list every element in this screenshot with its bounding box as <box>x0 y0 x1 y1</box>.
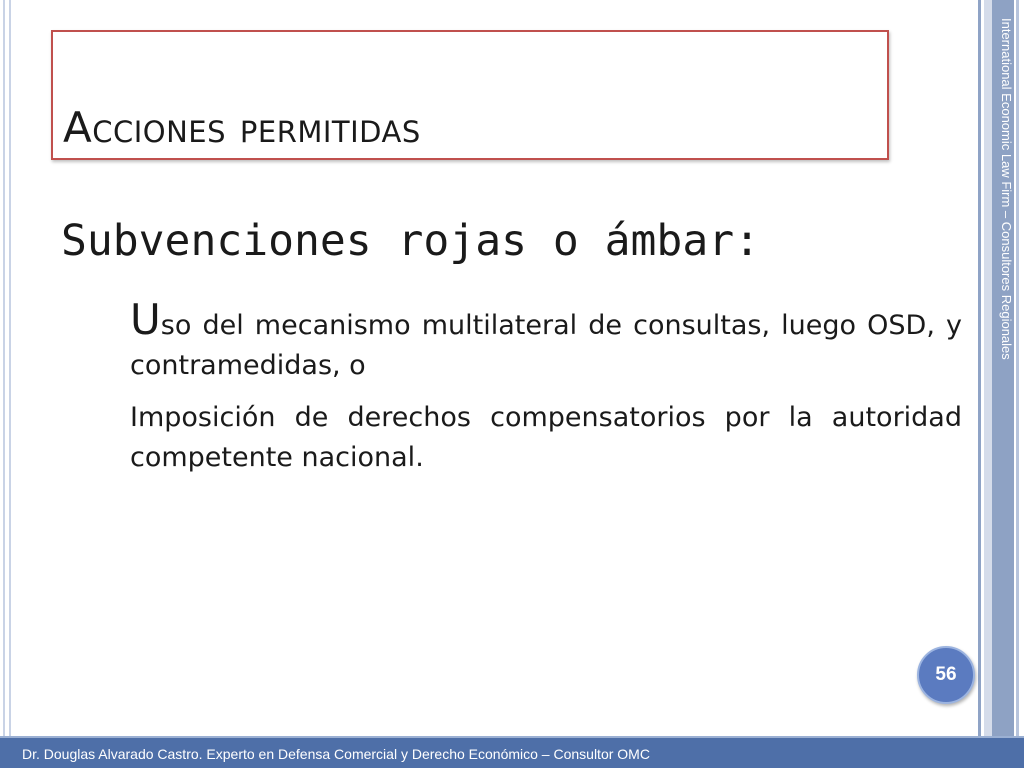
paragraph-text: so del mecanismo multilateral de consultas, luego OSD, y contramedidas, o <box>130 310 962 381</box>
paragraph-first-letter: U <box>130 295 161 344</box>
left-decor-line <box>3 0 5 768</box>
paragraph-consultas <box>130 295 962 386</box>
slide-title: Acciones permitidas <box>63 103 421 152</box>
slide-body <box>130 295 962 490</box>
page-number-badge: 56 <box>917 646 975 704</box>
slide-heading: Subvenciones rojas o ámbar: <box>61 216 760 266</box>
footer-bar <box>0 736 1024 768</box>
paragraph-derechos: Imposición de derechos compensatorios por la autoridad competente nacional. <box>130 402 962 473</box>
title-box <box>51 30 889 160</box>
right-decor-line <box>1016 0 1019 768</box>
side-firm-text: International Economic Law Firm – Consultores Regionales <box>999 18 1014 360</box>
right-decor-line <box>978 0 981 768</box>
left-decor-line <box>9 0 11 768</box>
right-decor-band <box>984 0 992 768</box>
footer-text: Dr. Douglas Alvarado Castro. Experto en Defensa Comercial y Derecho Económico – Consultor OMC <box>22 746 650 762</box>
